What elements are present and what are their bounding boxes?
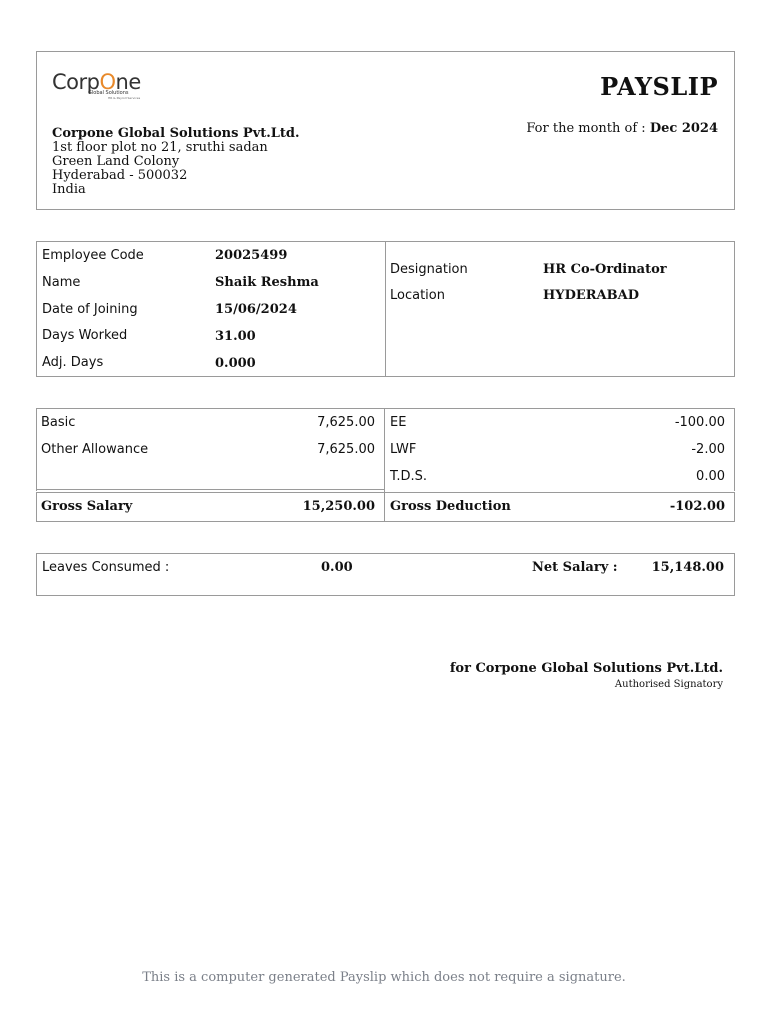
- employee-code-label: Employee Code: [42, 248, 144, 263]
- net-salary-value: 15,148.00: [651, 560, 724, 575]
- earning-label: Basic: [41, 415, 76, 430]
- address-line: India: [52, 182, 86, 197]
- earnings-deductions-table: [36, 408, 735, 522]
- name-label: Name: [42, 275, 81, 290]
- days-worked-value: 31.00: [215, 329, 256, 344]
- adj-days-label: Adj. Days: [42, 355, 104, 370]
- address-line: 1st floor plot no 21, sruthi sadan: [52, 140, 268, 155]
- gross-salary-label: Gross Salary: [41, 499, 133, 514]
- name-value: Shaik Reshma: [215, 275, 319, 290]
- deduction-label: EE: [390, 415, 407, 430]
- earning-label: Other Allowance: [41, 442, 149, 457]
- deduction-label: LWF: [390, 442, 417, 457]
- designation-value: HR Co-Ordinator: [543, 262, 667, 277]
- totals-row: [36, 492, 735, 522]
- employee-details: [36, 241, 735, 377]
- page-title: PAYSLIP: [600, 72, 718, 101]
- company-logo: [52, 70, 144, 100]
- gross-deduction-label: Gross Deduction: [390, 499, 511, 514]
- adj-days-value: 0.000: [215, 356, 256, 371]
- deduction-amount: -2.00: [691, 442, 725, 457]
- logo-subtext: Global Solutions: [88, 90, 129, 96]
- pay-month: For the month of : Dec 2024: [526, 121, 718, 136]
- doj-value: 15/06/2024: [215, 302, 297, 317]
- gross-deduction-value: -102.00: [669, 499, 725, 514]
- employee-code-value: 20025499: [215, 248, 288, 263]
- earning-amount: 7,625.00: [317, 415, 375, 430]
- signatory-company: for Corpone Global Solutions Pvt.Ltd.: [449, 661, 723, 676]
- address-line: Green Land Colony: [52, 154, 180, 169]
- earning-amount: 7,625.00: [317, 442, 375, 457]
- net-salary-label: Net Salary :: [532, 560, 618, 575]
- company-address-block: [52, 127, 300, 197]
- footer-note: This is a computer generated Payslip which does not require a signature.: [142, 970, 626, 985]
- pay-month-value: Dec 2024: [649, 121, 718, 136]
- column-divider: [385, 242, 386, 376]
- net-salary-summary: [36, 553, 735, 596]
- gross-salary-value: 15,250.00: [302, 499, 375, 514]
- location-value: HYDERABAD: [543, 288, 639, 303]
- deduction-amount: -100.00: [674, 415, 725, 430]
- location-label: Location: [390, 288, 445, 303]
- logo-tagline: HR & Payroll Services: [108, 96, 141, 100]
- payslip-header: [36, 51, 735, 210]
- address-line: Hyderabad - 500032: [52, 168, 188, 183]
- company-name: Corpone Global Solutions Pvt.Ltd.: [52, 126, 300, 141]
- designation-label: Designation: [390, 262, 468, 277]
- logo-wordmark: CorpOne: [52, 70, 141, 94]
- leaves-consumed-value: 0.00: [321, 560, 353, 575]
- leaves-consumed-label: Leaves Consumed :: [42, 560, 170, 575]
- authorised-signatory-label: Authorised Signatory: [614, 679, 723, 690]
- earnings-bottom-rule: [36, 489, 385, 490]
- doj-label: Date of Joining: [42, 302, 138, 317]
- deduction-amount: 0.00: [696, 469, 725, 484]
- days-worked-label: Days Worked: [42, 328, 128, 343]
- deduction-label: T.D.S.: [390, 469, 428, 484]
